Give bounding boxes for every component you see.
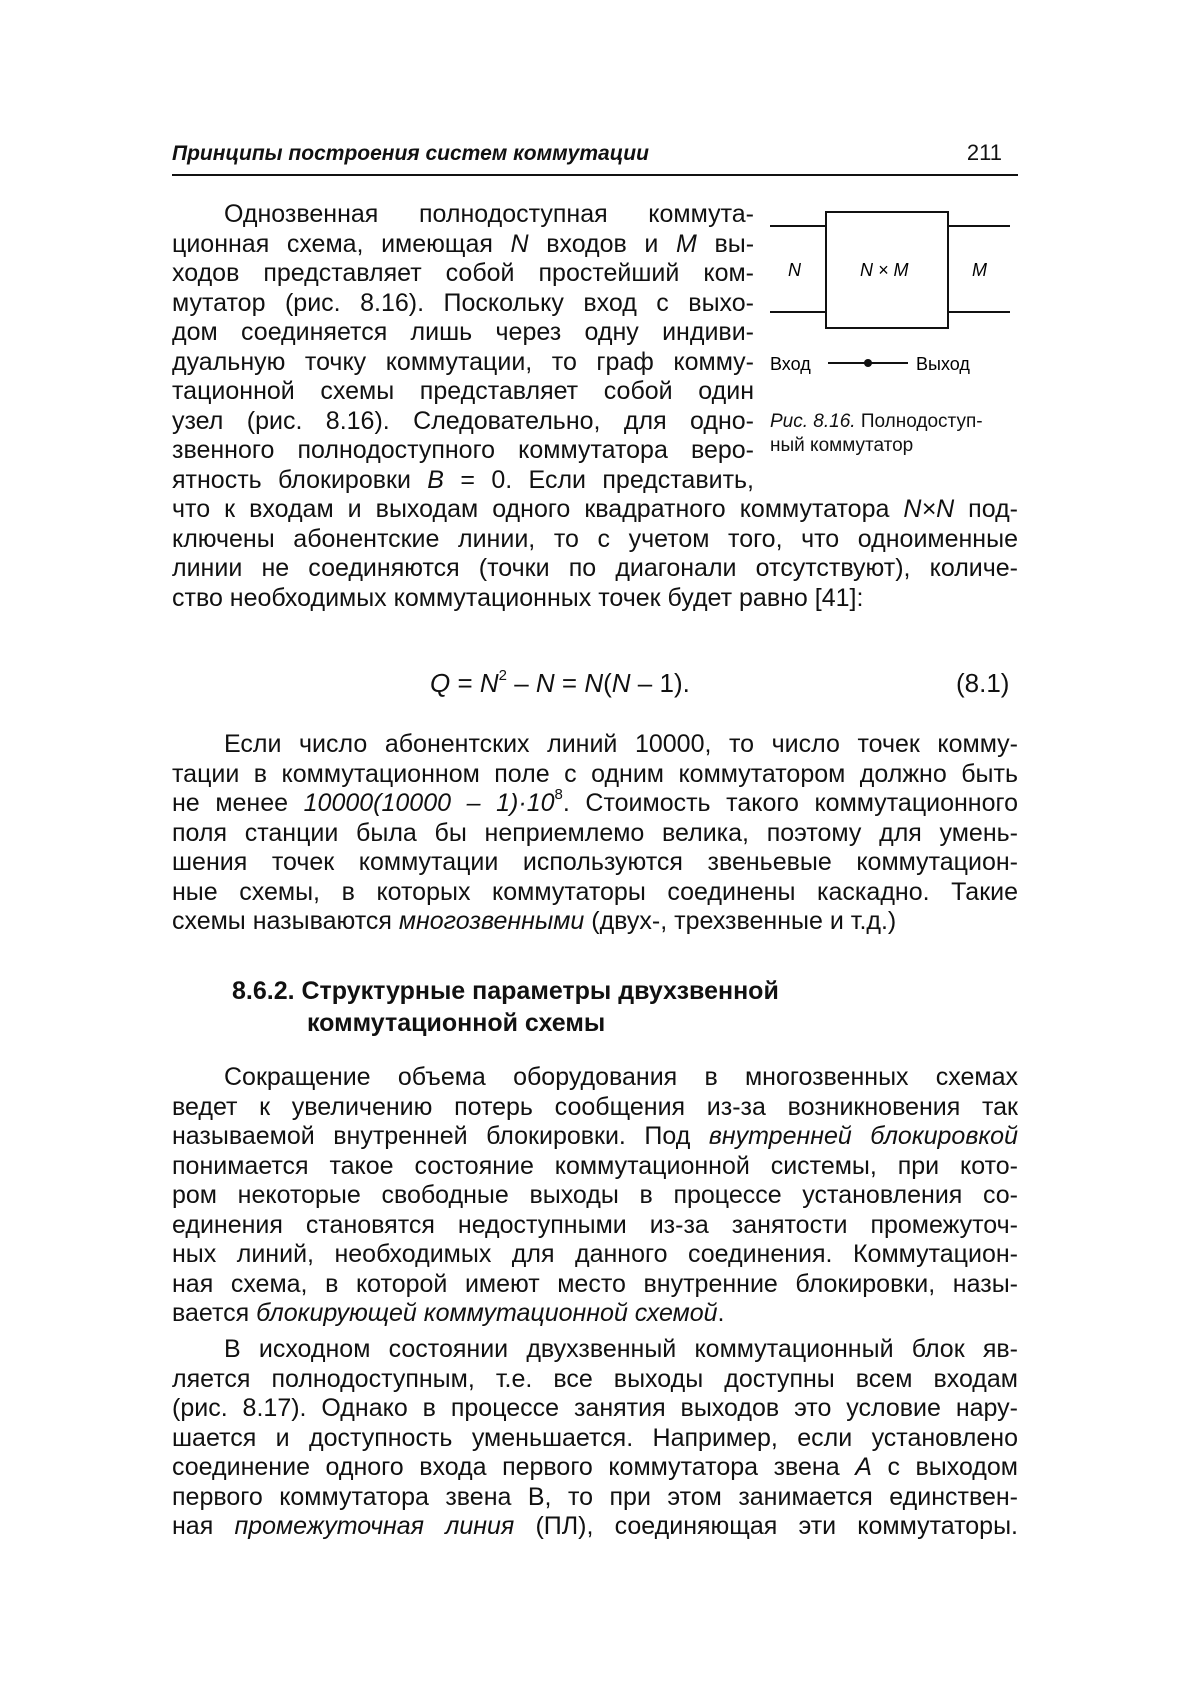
text-line: единения становятся недоступными из-за занятости промежуточ- (172, 1210, 1018, 1239)
text-line: В исходном состоянии двухзвенный коммутационный блок яв- (224, 1335, 1018, 1363)
text-line: вается блокирующей коммутационной схемой. (172, 1299, 725, 1327)
label-output: Выход (916, 354, 970, 374)
text-line: понимается такое состояние коммутационной системы, при кото- (172, 1151, 1018, 1180)
label-input: Вход (770, 354, 811, 374)
text-line: тационной схемы представляет собой один (172, 377, 754, 405)
text-line: поля станции была бы неприемлемо велика, поэтому для умень- (172, 818, 1018, 847)
paragraph-intro (172, 200, 754, 495)
text-line: что к входам и выходам одного квадратного коммутатора N×N под- (172, 495, 1018, 523)
caption-text: Полнодоступ- (860, 411, 983, 432)
text-line: ная схема, в которой имеют место внутренние блокировки, назы- (172, 1269, 1018, 1298)
text-line: линии не соединяются (точки по диагонали отсутствуют), количе- (172, 554, 1018, 582)
text-line: ционная схема, имеющая N входов и M вы- (172, 229, 755, 258)
text-line: Если число абонентских линий 10000, то число точек комму- (224, 730, 1018, 758)
switch-diagram (770, 208, 1020, 408)
text-line: ром некоторые свободные выходы в процессе установления со- (172, 1181, 1018, 1209)
text-line: ная промежуточная линия (ПЛ), соединяющая эти коммутаторы. (172, 1512, 1018, 1540)
text-line: ятность блокировки B = 0. Если представить, (172, 465, 754, 494)
text-line: тации в коммутационном поле с одним коммутатором должно быть (172, 759, 1018, 788)
paragraph-intro-cont (172, 495, 1018, 613)
text-line: соединение одного входа первого коммутатора звена A с выходом (172, 1453, 1018, 1481)
section-heading (232, 975, 779, 1039)
label-m: M (972, 260, 987, 280)
text-line: ведет к увеличению потерь сообщения из-за возникновения так (172, 1092, 1018, 1121)
text-line: называемой внутренней блокировки. Под внутренней блокировкой (172, 1122, 1018, 1150)
running-title: Принципы построения систем коммутации (172, 142, 649, 165)
text-line: ляется полнодоступным, т.е. все выходы доступны всем входам (172, 1364, 1018, 1393)
text-line: узел (рис. 8.16). Следовательно, для одно- (172, 406, 754, 435)
text-line: ные схемы, в которых коммутаторы соединены каскадно. Такие (172, 877, 1018, 906)
paragraph-blocking (172, 1063, 1018, 1329)
text-line: ключены абонентские линии, то с учетом того, что одноименные (172, 524, 1018, 553)
figure-caption (770, 410, 1022, 458)
paragraph-cost (172, 730, 1018, 937)
caption-text-2: ный коммутатор (770, 435, 914, 456)
text-line: шения точек коммутации используются звеньевые коммутацион- (172, 848, 1018, 876)
text-line: не менее $10000(10000 - 1)\cdot 10^8$. Стоимость такого коммутационного (172, 786, 1018, 817)
text-line: дом соединяется лишь через одну индиви- (172, 318, 754, 346)
text-line: мутатор (рис. 8.16). Поскольку вход с выхо- (172, 288, 754, 317)
section-heading-line2: коммутационной схемы (307, 1009, 606, 1037)
section-heading-line1: 8.6.2. Структурные параметры двухзвенной (232, 977, 779, 1005)
page-header (172, 140, 1018, 176)
text-line: схемы называются многозвенными (двух-, трехзвенные и т.д.) (172, 907, 897, 935)
text-line: ходов представляет собой простейший ком- (172, 259, 754, 287)
text-line: Сокращение объема оборудования в многозвенных схемах (224, 1063, 1018, 1091)
formula-8-1: $Q = N^2 - N = N(N - 1)$. (430, 667, 690, 698)
text-line: шается и доступность уменьшается. Например, если установлено (172, 1423, 1018, 1452)
label-nxm: N × M (860, 260, 909, 280)
text-line: дуальную точку коммутации, то граф комму- (172, 347, 754, 376)
text-line: Однозвенная полнодоступная коммута- (224, 200, 754, 228)
text-line: ство необходимых коммутационных точек будет равно [41]: (172, 583, 864, 612)
text-line: первого коммутатора звена В, то при этом занимается единствен- (172, 1482, 1018, 1511)
page-number: 211 (966, 140, 1002, 165)
node-dot (864, 359, 872, 367)
text-line: звенного полнодоступного коммутатора веро- (172, 436, 754, 464)
text-line: ных линий, необходимых для данного соединения. Коммутацион- (172, 1240, 1018, 1268)
formula-number: (8.1) (956, 668, 1010, 698)
label-n: N (788, 260, 801, 280)
caption-number: Рис. 8.16. (770, 411, 856, 432)
paragraph-two-stage (172, 1335, 1018, 1542)
text-line: (рис. 8.17). Однако в процессе занятия выходов это условие нару- (172, 1394, 1018, 1422)
